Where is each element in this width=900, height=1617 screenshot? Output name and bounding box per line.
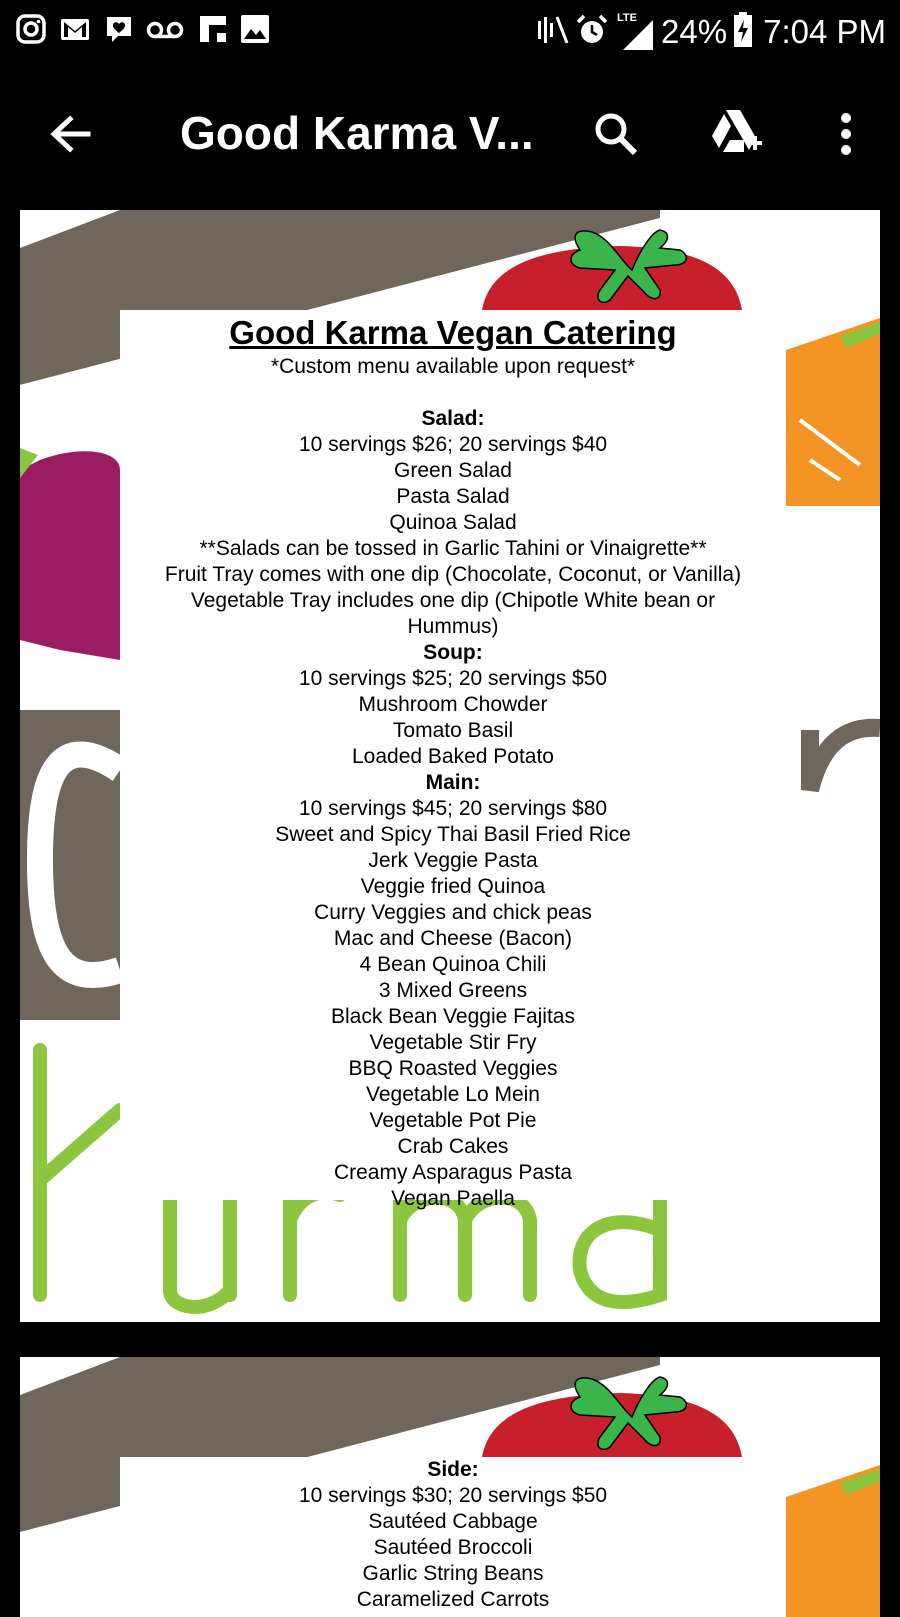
salad-heading: Salad: <box>421 407 485 430</box>
app-bar <box>0 64 900 204</box>
main-item: Black Bean Veggie Fajitas <box>331 1005 575 1028</box>
soup-item: Mushroom Chowder <box>358 693 548 716</box>
gmail-icon <box>60 14 90 48</box>
more-vert-icon <box>838 112 854 161</box>
drive-add-icon <box>708 108 764 165</box>
soup-heading: Soup: <box>423 641 483 664</box>
salad-item: Vegetable Tray includes one dip (Chipotle White bean or <box>190 589 716 612</box>
instagram-icon <box>16 14 46 48</box>
main-item: Curry Veggies and chick peas <box>314 901 592 924</box>
menu-content <box>120 310 786 1210</box>
alarm-icon <box>575 13 609 52</box>
menu-content <box>120 1457 786 1617</box>
main-item: Creamy Asparagus Pasta <box>333 1161 573 1184</box>
main-item: BBQ Roasted Veggies <box>348 1057 558 1080</box>
pdf-page-1[interactable] <box>20 210 880 1322</box>
main-item: Vegetable Lo Mein <box>366 1083 540 1106</box>
side-item: Garlic String Beans <box>362 1562 544 1585</box>
voicemail-icon <box>146 14 184 48</box>
search-button[interactable] <box>584 104 648 168</box>
side-item: Sautéed Cabbage <box>368 1510 538 1533</box>
salad-item: Quinoa Salad <box>389 511 517 534</box>
menu-title: Good Karma Vegan Catering <box>229 314 677 351</box>
side-price: 10 servings $30; 20 servings $50 <box>298 1484 608 1507</box>
main-item: Jerk Veggie Pasta <box>368 849 538 872</box>
image-icon <box>240 14 270 48</box>
side-item: Caramelized Carrots <box>356 1588 550 1611</box>
soup-item: Tomato Basil <box>392 719 514 742</box>
main-item: 3 Mixed Greens <box>378 979 528 1002</box>
main-item: Sweet and Spicy Thai Basil Fried Rice <box>275 823 631 846</box>
battery-percent: 24% <box>661 13 728 50</box>
salad-note: **Salads can be tossed in Garlic Tahini or Vinaigrette** <box>199 537 707 560</box>
signal-icon <box>615 12 655 52</box>
main-item: Vegan Paella <box>391 1187 515 1210</box>
main-item: Vegetable Stir Fry <box>369 1031 537 1054</box>
main-item: Mac and Cheese (Bacon) <box>333 927 573 950</box>
salad-item: Fruit Tray comes with one dip (Chocolate, Coconut, or Vanilla) <box>164 563 742 586</box>
battery-icon <box>733 12 753 53</box>
clock: 7:04 PM <box>763 13 886 50</box>
main-item: Veggie fried Quinoa <box>360 875 546 898</box>
main-item: Crab Cakes <box>397 1135 509 1158</box>
search-icon <box>592 110 640 163</box>
flipboard-icon <box>198 14 228 48</box>
main-item: Vegetable Pot Pie <box>369 1109 537 1132</box>
status-right <box>535 10 886 54</box>
salad-item: Hummus) <box>407 615 499 638</box>
salad-item: Pasta Salad <box>396 485 510 508</box>
status-bar <box>0 0 900 64</box>
soup-item: Loaded Baked Potato <box>351 745 554 768</box>
side-heading: Side: <box>427 1458 479 1481</box>
salad-item: Green Salad <box>394 459 512 482</box>
add-to-drive-button[interactable] <box>704 104 768 168</box>
document-title: Good Karma V... <box>180 107 534 159</box>
main-item: 4 Bean Quinoa Chili <box>359 953 547 976</box>
back-button[interactable] <box>38 104 102 168</box>
more-options-button[interactable] <box>814 104 878 168</box>
back-arrow-icon <box>48 112 92 161</box>
main-price: 10 servings $45; 20 servings $80 <box>298 797 608 820</box>
heart-chat-icon <box>104 14 134 48</box>
menu-subtitle: *Custom menu available upon request* <box>270 355 636 378</box>
network-type-label: LTE <box>617 12 637 24</box>
main-heading: Main: <box>425 771 481 794</box>
pdf-page-2[interactable] <box>20 1357 880 1617</box>
mute-icon <box>535 13 569 52</box>
soup-price: 10 servings $25; 20 servings $50 <box>298 667 608 690</box>
salad-price: 10 servings $26; 20 servings $40 <box>298 433 608 456</box>
side-item: Sautéed Broccoli <box>373 1536 533 1559</box>
